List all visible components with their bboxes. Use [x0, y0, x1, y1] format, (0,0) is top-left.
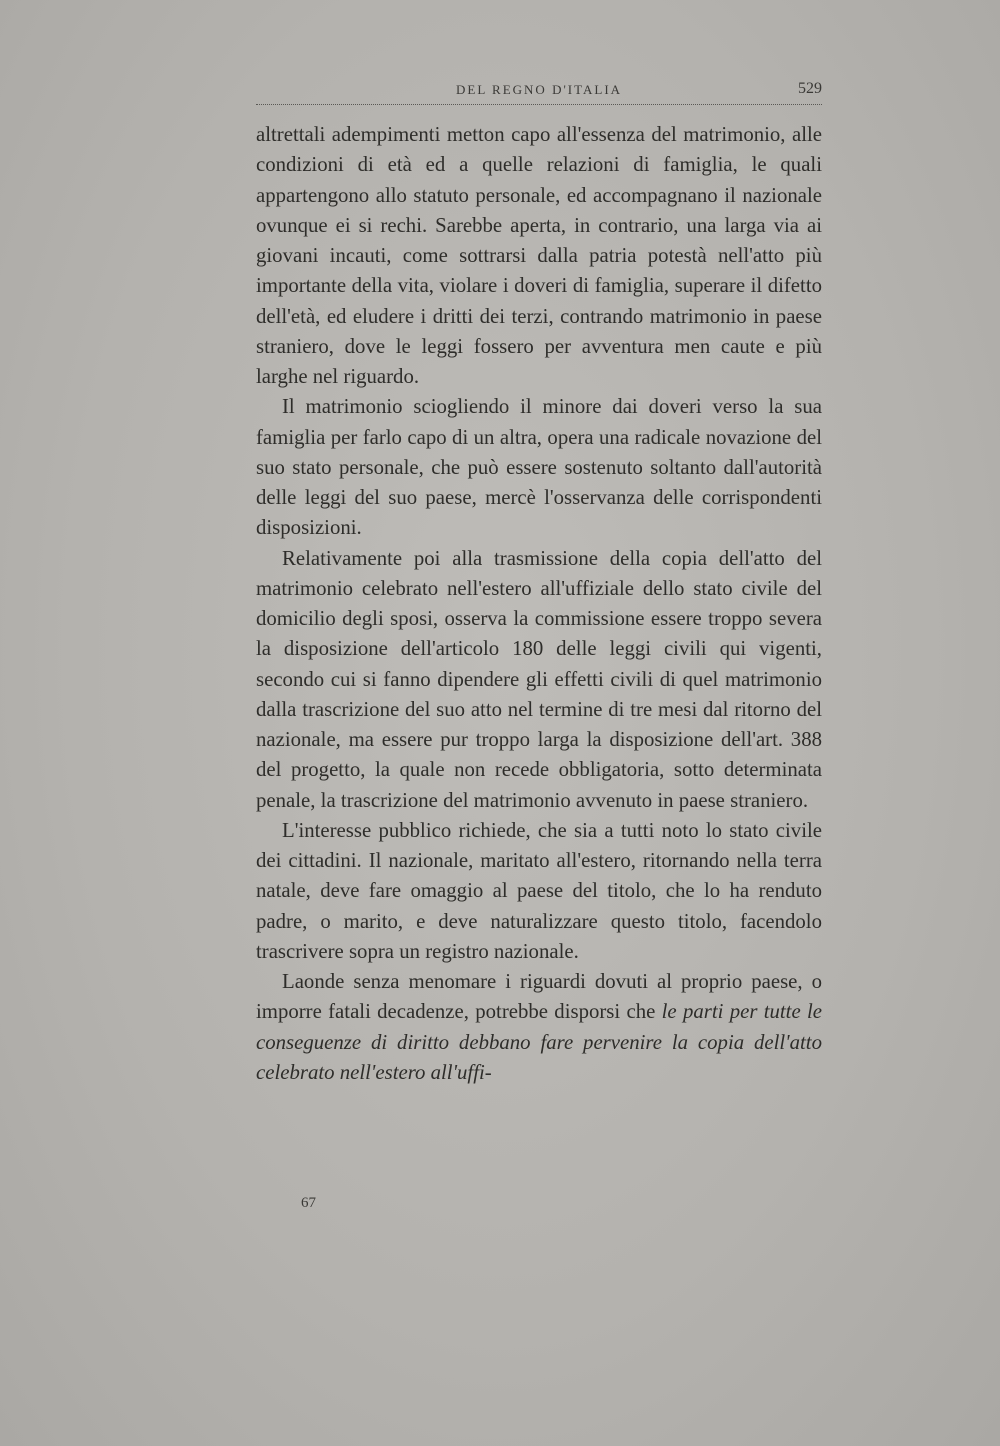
- paragraph-4: [256, 816, 822, 967]
- header-rule: [256, 104, 822, 105]
- paragraph-5-text: Laonde senza menomare i riguardi dovuti al proprio paese, o imporre fatali decadenze, potrebbe disporsi che: [256, 970, 822, 1024]
- paragraph-3: [256, 544, 822, 816]
- paragraph-1-text: altrettali adempimenti metton capo all'essenza del matrimonio, alle condizioni di età ed a quelle relazioni di famiglia, le quali appartengono allo statuto personale, ed accompagnano il nazionale ovunque ei si rechi. Sarebbe aperta, in contrario, una larga via ai giovani incauti, come sottrarsi dalla patria potestà nell'atto più importante della vita, violare i doveri di famiglia, superare il difetto dell'età, ed eludere i dritti dei terzi, contrando matrimonio in paese straniero, dove le leggi fossero per avventura men caute e più larghe nel riguardo.: [256, 123, 822, 388]
- paragraph-3-text: Relativamente poi alla trasmissione della copia dell'atto del matrimonio celebrato nell'estero all'uffiziale dello stato civile del domicilio degli sposi, osserva la commissione essere troppo severa la disposizione dell'articolo 180 delle leggi civili qui vigenti, secondo cui si fanno dipendere gli effetti civili di quel matrimonio dalla trascrizione del suo atto nel termine di tre mesi dal ritorno del nazionale, ma essere pur troppo larga la disposizione dell'art. 388 del progetto, la quale non recede obbligatoria, sotto determinata penale, la trascrizione del matrimonio avvenuto in paese straniero.: [256, 546, 822, 812]
- paragraph-4-text: L'interesse pubblico richiede, che sia a tutti noto lo stato civile dei cittadini. Il nazionale, maritato all'estero, ritornando nella terra natale, deve fare omaggio al paese del titolo, che lo ha renduto padre, o marito, e deve naturalizzare questo titolo, facendolo trascrivere sopra un registro nazionale.: [256, 818, 822, 963]
- paragraph-2-text: Il matrimonio sciogliendo il minore dai doveri verso la sua famiglia per farlo capo di un altra, opera una radicale novazione del suo stato personale, che può essere sostenuto soltanto dall'autorità delle leggi del suo paese, mercè l'osservanza delle corrispondenti disposizioni.: [256, 395, 822, 540]
- page-number: 529: [798, 80, 822, 97]
- body-text: [256, 120, 822, 1088]
- running-head: [256, 82, 822, 104]
- running-title: DEL REGNO D'ITALIA: [456, 82, 623, 97]
- paragraph-1: [256, 120, 822, 392]
- paragraph-5: [256, 967, 822, 1088]
- signature-mark: 67: [301, 1195, 316, 1211]
- paragraph-2: [256, 392, 822, 543]
- paragraph-5-italic-text: le parti per tutte le conseguenze di diritto debbano fare pervenire la copia dell'atto celebrato nell'estero all'uffi-: [256, 1000, 822, 1084]
